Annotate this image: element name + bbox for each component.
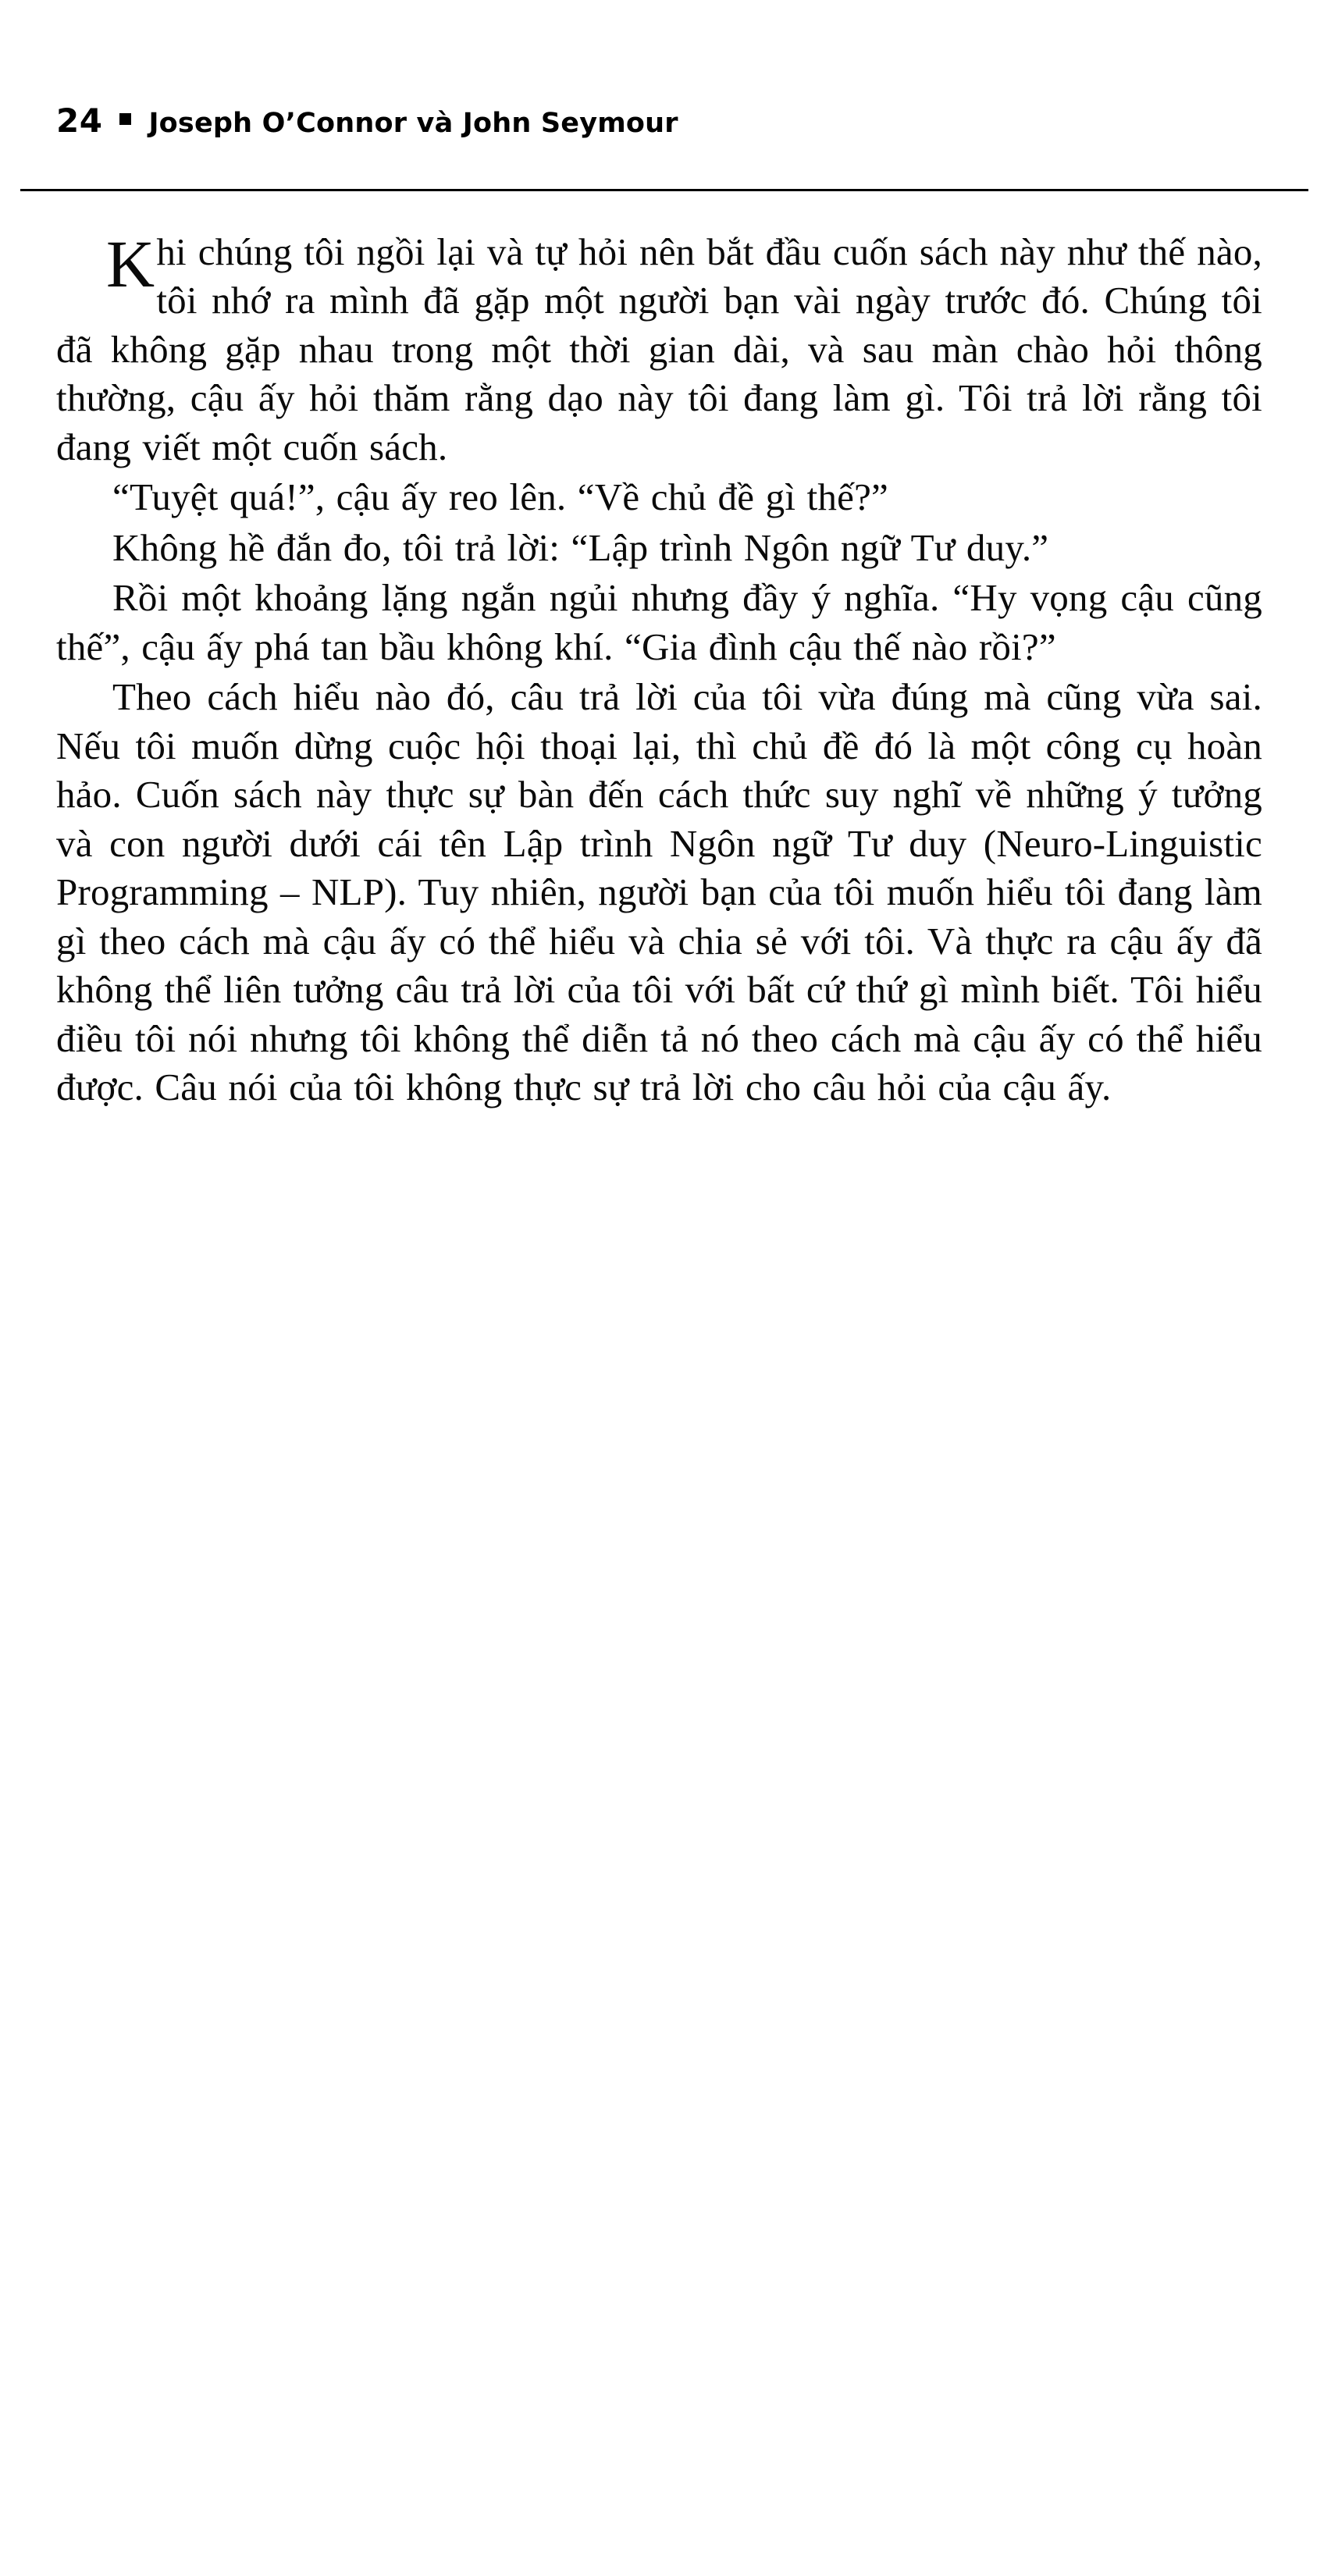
square-bullet-icon [119, 113, 131, 125]
header-divider [20, 189, 1308, 191]
paragraph-5: Theo cách hiểu nào đó, câu trả lời của tôi vừa đúng mà cũng vừa sai. Nếu tôi muốn dừng cuộc hội thoại lại, thì chủ đề đó là một công cụ hoàn hảo. Cuốn sách này thực sự bàn đến cách thức suy nghĩ về những ý tưởng và con người dưới cái tên Lập trình Ngôn ngữ Tư duy (Neuro-Linguistic Programming – NLP). Tuy nhiên, người bạn của tôi muốn hiểu tôi đang làm gì theo cách mà cậu ấy có thể hiểu và chia sẻ với tôi. Và thực ra cậu ấy đã không thể liên tưởng câu trả lời của tôi với bất cứ thứ gì mình biết. Tôi hiểu điều tôi nói nhưng tôi không thể diễn tả nó theo cách mà cậu ấy có thể hiểu được. Câu nói của tôi không thực sự trả lời cho câu hỏi của cậu ấy. [56, 675, 1262, 1108]
page-header [56, 101, 1274, 140]
paragraph-3: Không hề đắn đo, tôi trả lời: “Lập trình Ngôn ngữ Tư duy.” [112, 525, 1049, 569]
drop-cap: K [106, 226, 155, 301]
paragraph-2: “Tuyệt quá!”, cậu ấy reo lên. “Về chủ đề gì thế?” [112, 475, 888, 519]
page-number: 24 [56, 101, 103, 140]
paragraph-4: Rồi một khoảng lặng ngắn ngủi nhưng đầy ý nghĩa. “Hy vọng cậu cũng thế”, cậu ấy phá tan bầu không khí. “Gia đình cậu thế nào rồi?” [56, 576, 1262, 668]
paragraph-1 [56, 228, 1262, 471]
paragraph-text: hi chúng tôi ngồi lại và tự hỏi nên bắt đầu cuốn sách này như thế nào, tôi nhớ ra mình đã gặp một người bạn vài ngày trước đó. Chúng tôi đã không gặp nhau trong một thời gian dài, và sau màn chào hỏi thông thường, cậu ấy hỏi thăm rằng dạo này tôi đang làm gì. Tôi trả lời rằng tôi đang viết một cuốn sách. [56, 230, 1262, 468]
page-body [56, 228, 1262, 1112]
running-title: Joseph O’Connor và John Seymour [148, 108, 678, 139]
